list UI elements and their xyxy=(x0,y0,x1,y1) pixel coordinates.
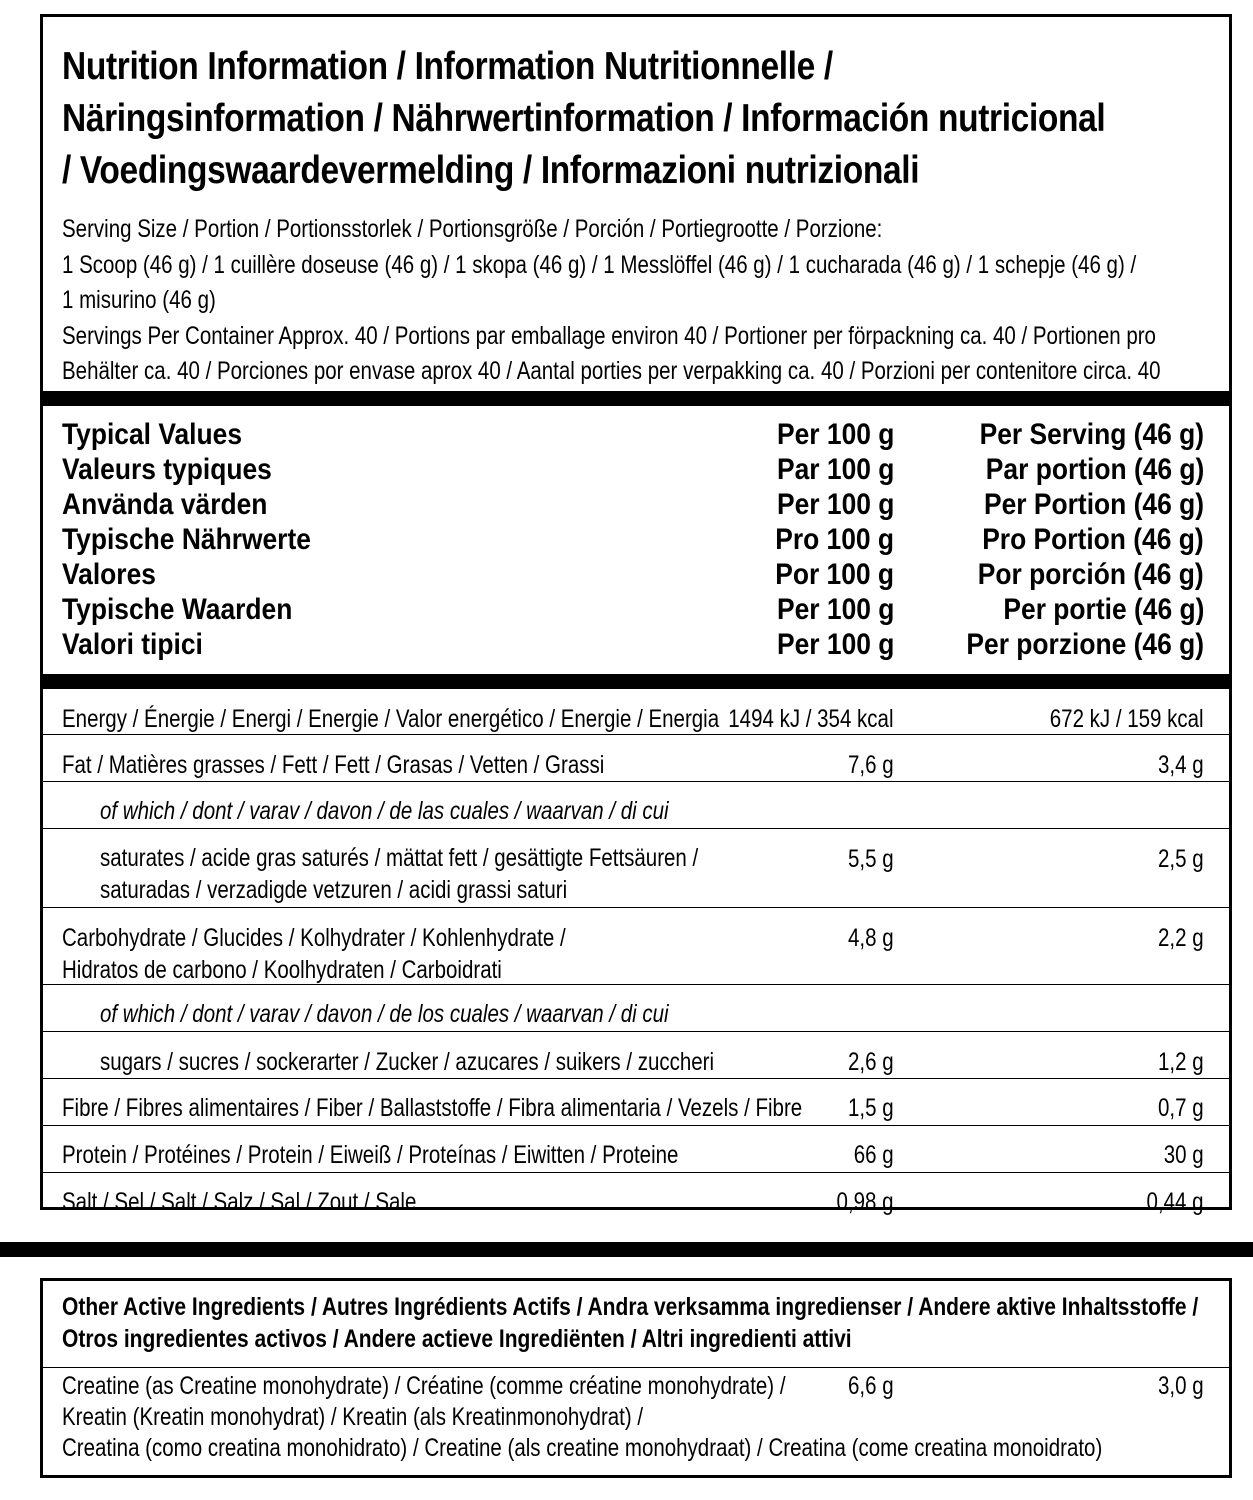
value-per-serving: 0,44 g xyxy=(1146,1188,1204,1216)
value-per-serving: 2,5 g xyxy=(1158,845,1204,873)
nutrient-label: Salt / Sel / Salt / Salz / Sal / Zout / Sale xyxy=(62,1188,417,1216)
other-ingredients-title xyxy=(62,1291,1238,1355)
value-per-serving: 3,0 g xyxy=(1158,1372,1204,1400)
value-per100: 1494 kJ / 354 kcal xyxy=(728,705,894,733)
header-label: Valeurs typiques xyxy=(62,453,272,486)
nutrient-label: Fat / Matières grasses / Fett / Fett / Grasas / Vetten / Grassi xyxy=(62,751,605,779)
value-per-serving: 2,2 g xyxy=(1158,924,1204,952)
serving-size-value: 1 Scoop (46 g) / 1 cuillère doseuse (46 g) / 1 skopa (46 g) / 1 Messlöffel (46 g) / 1 cucharada (46 g) / 1 schepje (46 g) / xyxy=(62,250,1137,279)
header-label: Typical Values xyxy=(62,418,243,451)
ingredient-label xyxy=(62,1371,1102,1464)
nutrient-label: Energy / Énergie / Energi / Energie / Valor energético / Energie / Energia xyxy=(62,705,720,733)
label-line: Creatina (como creatina monohidrato) / Creatine (als creatine monohydraat) / Creatina (come creatina monoidrato) xyxy=(62,1434,1103,1462)
value-per100: 1,5 g xyxy=(848,1094,894,1122)
header-label: Valori tipici xyxy=(62,628,203,661)
nutrient-label: sugars / sucres / sockerarter / Zucker / azucares / suikers / zuccheri xyxy=(100,1048,715,1076)
nutrient-label: of which / dont / varav / davon / de las cuales / waarvan / di cui xyxy=(100,797,669,825)
value-per-serving: 0,7 g xyxy=(1158,1094,1204,1122)
header-per-serving: Per porzione (46 g) xyxy=(966,628,1204,661)
header-per-serving: Per Serving (46 g) xyxy=(979,418,1204,451)
header-per-serving: Por porción (46 g) xyxy=(978,558,1204,591)
header-per100: Par 100 g xyxy=(776,453,894,486)
value-per100: 5,5 g xyxy=(848,845,894,873)
table-row-carbohydrate xyxy=(43,907,1229,984)
value-per-serving: 30 g xyxy=(1164,1141,1204,1169)
value-per100: 7,6 g xyxy=(848,751,894,779)
servings-per-container-cont: Behälter ca. 40 / Porciones por envase aprox 40 / Aantal porties per verpakking ca. 40 / Porzioni per contenitore circa. 40 xyxy=(62,357,1161,385)
serving-info xyxy=(62,212,1210,390)
header-per100: Per 100 g xyxy=(776,628,894,661)
header-row xyxy=(43,417,1229,452)
label-line: Kreatin (Kreatin monohydrat) / Kreatin (als Kreatinmonohydrat) / xyxy=(62,1403,644,1431)
values-header xyxy=(43,417,1229,662)
nutrition-label xyxy=(40,14,1232,1216)
serving-size-label: Serving Size / Portion / Portionsstorlek / Portionsgröße / Porción / Portiegrootte / Porzione: xyxy=(62,215,883,243)
value-per100: 66 g xyxy=(854,1141,894,1169)
value-per-serving: 1,2 g xyxy=(1158,1048,1204,1076)
header-row xyxy=(43,557,1229,592)
nutrient-label xyxy=(62,922,566,986)
nutrient-label: Fibre / Fibres alimentaires / Fiber / Ballaststoffe / Fibra alimentaria / Vezels / Fibre xyxy=(62,1094,803,1122)
table-row-carb-of-which xyxy=(43,984,1229,1031)
header-row xyxy=(43,592,1229,627)
table-row-fat-of-which xyxy=(43,781,1229,828)
table-row-saturates xyxy=(43,828,1229,907)
table-row-fat xyxy=(43,734,1229,781)
nutrient-label: Protein / Protéines / Protein / Eiweiß / Proteínas / Eiwitten / Proteine xyxy=(62,1141,679,1169)
header-label: Typische Waarden xyxy=(62,593,293,626)
header-per100: Por 100 g xyxy=(775,558,894,591)
header-per100: Per 100 g xyxy=(776,488,894,521)
table-row-fibre xyxy=(43,1078,1229,1125)
thick-divider xyxy=(43,391,1229,406)
header-row xyxy=(43,522,1229,557)
title-line-3: / Voedingswaardevermelding / Informazioni nutrizionali xyxy=(62,149,920,192)
title-line-1: Nutrition Information / Information Nutritionnelle / xyxy=(62,45,833,88)
table-row-sugars xyxy=(43,1031,1229,1078)
nutrient-label: of which / dont / varav / davon / de los cuales / waarvan / di cui xyxy=(100,1000,669,1028)
label-line: Creatine (as Creatine monohydrate) / Créatine (comme créatine monohydrate) / xyxy=(62,1372,786,1400)
header-label: Använda värden xyxy=(62,488,268,521)
table-row-energy xyxy=(43,689,1229,734)
header-per-serving: Pro Portion (46 g) xyxy=(982,523,1204,556)
value-per-serving: 672 kJ / 159 kcal xyxy=(1050,705,1204,733)
header-row xyxy=(43,487,1229,522)
header-row xyxy=(43,627,1229,662)
label-line: saturates / acide gras saturés / mättat fett / gesättigte Fettsäuren / xyxy=(100,844,699,872)
value-per100: 6,6 g xyxy=(848,1372,894,1400)
table-row-creatine xyxy=(43,1368,1229,1478)
thick-divider xyxy=(43,674,1229,689)
nutrient-label xyxy=(100,842,698,906)
header-row xyxy=(43,452,1229,487)
title-line: Other Active Ingredients / Autres Ingrédients Actifs / Andra verksamma ingredienser / Andere aktive Inhaltsstoffe / xyxy=(62,1293,1199,1321)
header-label: Typische Nährwerte xyxy=(62,523,311,556)
table-row-protein xyxy=(43,1125,1229,1172)
servings-per-container: Servings Per Container Approx. 40 / Portions par emballage environ 40 / Portioner per förpackning ca. 40 / Portionen pro xyxy=(62,321,1156,350)
nutrition-title xyxy=(62,41,1228,197)
nutrient-table xyxy=(43,689,1229,1219)
label-line: Hidratos de carbono / Koolhydraten / Carboidrati xyxy=(62,956,502,984)
title-line-2: Näringsinformation / Nährwertinformation / Información nutricional xyxy=(62,97,1106,140)
header-per-serving: Par portion (46 g) xyxy=(985,453,1204,486)
value-per100: 4,8 g xyxy=(848,924,894,952)
label-line: Carbohydrate / Glucides / Kolhydrater / Kohlenhydrate / xyxy=(62,924,566,952)
value-per100: 0,98 g xyxy=(836,1188,894,1216)
value-per-serving: 3,4 g xyxy=(1158,751,1204,779)
value-per100: 2,6 g xyxy=(848,1048,894,1076)
label-line: saturadas / verzadigde vetzuren / acidi grassi saturi xyxy=(100,876,568,904)
header-label: Valores xyxy=(62,558,156,591)
other-active-ingredients xyxy=(40,1278,1232,1478)
header-per-serving: Per Portion (46 g) xyxy=(983,488,1204,521)
header-per100: Pro 100 g xyxy=(775,523,894,556)
title-line: Otros ingredientes activos / Andere actieve Ingrediënten / Altri ingredienti attivi xyxy=(62,1325,852,1353)
header-per100: Per 100 g xyxy=(776,593,894,626)
separator-band xyxy=(0,1242,1253,1257)
table-row-salt xyxy=(43,1172,1229,1219)
header-per-serving: Per portie (46 g) xyxy=(1003,593,1204,626)
header-per100: Per 100 g xyxy=(776,418,894,451)
serving-size-value-cont: 1 misurino (46 g) xyxy=(62,286,216,314)
